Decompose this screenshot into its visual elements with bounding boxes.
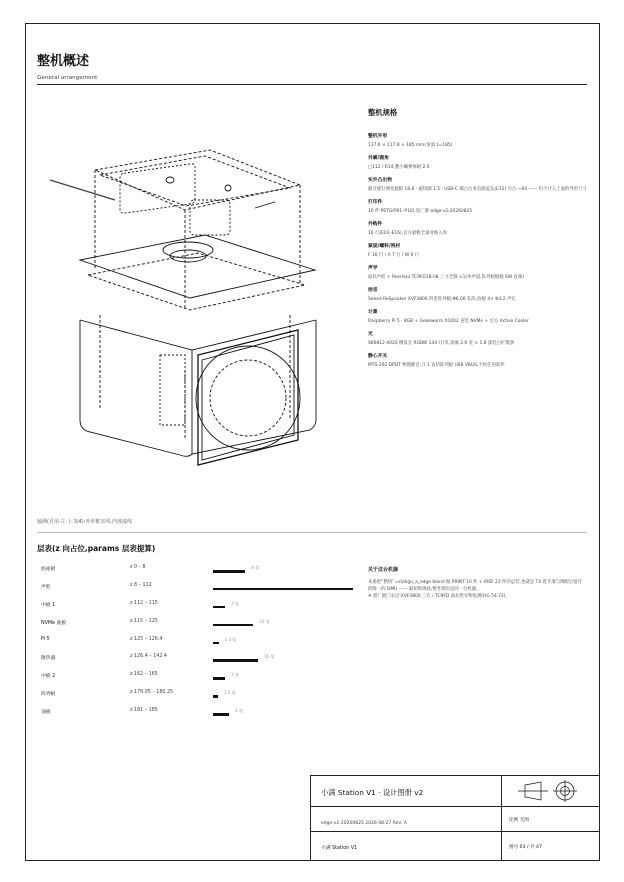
projection-symbol-icon [503,777,599,805]
spec-label: 打印件 [368,200,383,205]
spec-label: 计算 [368,310,378,315]
spec-panel [368,108,588,374]
spec-item [368,176,588,193]
layer-row [37,616,357,634]
spec-value: 16 行(E01–E16),官方最粗全量对账入库 [368,231,448,236]
layer-thickness: 3 毫 [231,672,239,678]
about-label: 关于这台机器 [368,567,399,573]
layer-bar [213,677,225,680]
page-subtitle: General arrangement [37,75,98,81]
spec-label: 整机外形 [368,134,388,139]
layer-name: 声腔 [41,584,51,590]
title-block-divider [311,806,600,807]
layer-bar [213,659,258,662]
spec-item [368,220,588,237]
layer-range: z 126.4 – 142.4 [130,654,167,660]
page-title: 整机概述 [37,54,90,69]
title-block [310,775,600,861]
layer-name: 中板 2 [41,674,56,680]
spec-label: 紧固/螺料/视材 [368,244,401,249]
layer-thickness: 8 毫 [251,565,260,570]
spec-item [368,286,588,303]
layer-row [37,651,357,669]
layer-range: z 162 – 165 [130,672,158,678]
spec-value: 静音旋钉弹丝旋板 16.8 · 旋钮圈 1.5 · USB-C 插凸台本电源盖头(E12) 另凸 ~64 —— 均不计入上面的外形尺寸 [368,187,587,192]
layer-row [37,705,357,723]
layer-name: 阵列板 [41,692,56,698]
spec-value: 117.6 × 117.8 × 185 mm(顶面 z=185) [368,143,453,148]
spec-value: SK6812-4020 侧发光 RGBW 144 灯/米,顶缘 2.6 宽 × 1.8 深乳白扩散条 [368,341,515,346]
title-divider [37,84,587,85]
spec-item [368,154,588,171]
layer-row [37,634,357,652]
layer-name: 中板 1 [41,602,56,608]
about-section [368,566,586,600]
spec-value: 10 件 PETG(P01–P10),迭厂册 edge-v2-20260825 [368,209,473,214]
layer-thickness: 4 毫 [235,708,243,714]
isometric-drawing [40,140,340,510]
spec-label: 外购件 [368,222,383,227]
layer-thickness: 10 毫 [259,618,270,624]
layer-range: z 8 – 112 [130,582,152,588]
spec-label: 静心开关 [368,354,388,359]
about-note: ※ 派厂展门永过:XVF3800 三孔 / TC9FD 面孔给实物复测(HG 54.72)。 [368,594,510,599]
project-title: 小满 Station V1 · 设计图册 v2 [321,788,424,797]
spec-label: 外廓/圆角 [368,156,389,161]
layer-row [37,562,357,580]
layer-name: NVMe 底板 [41,620,67,626]
layer-table [37,562,357,723]
spec-value: F 16 行 / A 7 行 / W 6 行 [368,253,420,258]
title-block-divider [311,831,600,832]
title-block-divider [501,776,502,861]
spec-label: 实外凸出物 [368,178,392,183]
layer-row [37,598,357,616]
layer-range: z 181 – 185 [130,708,158,714]
layer-thickness: 1.2 毫 [224,690,236,696]
layer-thickness: 3 毫 [231,600,239,606]
section-divider [37,532,587,533]
spec-value: 面状声腔 + Peerless TC9FD18-08 三寸全频 ×1(单声道,阵列板板载 SW 直推) [368,275,525,280]
spec-value: Seeed ReSpeaker XVF3800 四麦阵列板,Φ6.00 孔阵,放板 4× Φ3.2 声孔 [368,297,516,302]
layer-thickness: 16 毫 [264,654,275,660]
spec-item [368,352,588,369]
layer-name: 顶板 [41,710,51,716]
layer-range: z 0 – 8 [130,565,146,570]
spec-item [368,198,588,215]
about-text: 本册把“整机”=stalign_a_edge blend 做 PRINT 10 件 + IREF 21 件的总装,也就是 T4 着手准与调配后留存的唯一的 DMU —— 最初和现场,整务着的是同一台机器。 [368,580,582,592]
layer-bar [213,606,225,609]
layer-bar [213,642,219,645]
layer-bar [213,588,353,591]
spec-item [368,264,588,281]
layer-row [37,580,357,598]
layer-thickness: 1.4 毫 [224,636,237,642]
layer-bar [213,570,245,573]
layer-name: 散热器 [41,656,56,662]
layer-bar [213,713,229,716]
layer-table-title: 层表(z 向占位,params 层表提算) [37,544,156,553]
spec-heading: 整机规格 [368,108,398,117]
drawing-caption: 轴测(自用·左·上 3/4):外形框实线,内部虚线 [37,519,132,525]
product-name: 小满 Station V1 [321,846,358,851]
layer-bar [213,695,218,698]
spec-label: 声学 [368,266,378,271]
spec-item [368,242,588,259]
spec-item [368,132,588,149]
layer-name: 底座板 [41,567,56,572]
layer-row [37,687,357,705]
sheet-number: 图号 03 / 共 47 [509,845,542,850]
layer-bar [213,624,253,627]
spec-label: 光 [368,332,373,337]
spec-label: 拾音 [368,288,378,293]
spec-value: Raspberry Pi 5 · 8GB + Geekworm X1002 直装 NVMe + 官方 Active Cooler [368,319,529,324]
layer-range: z 115 – 125 [130,618,158,624]
edition-line: edge-v2-20260825 2026-08-27 Rev. A [321,821,407,826]
scale-label: 比例 无图 [509,818,529,823]
spec-item [368,330,588,347]
layer-name: Pi 5 [41,636,50,642]
layer-range: z 179.05 – 180.25 [130,690,174,696]
spec-value: □112 / R14,叠小螺弹体板 2.5 [368,165,430,170]
spec-item [368,308,588,325]
layer-range: z 112 – 115 [130,600,158,606]
layer-row [37,669,357,687]
layer-range: z 125 – 126.4 [130,636,163,642]
spec-value: MTS-202 DPDT 物理静音:刀 1 直切阵列板 USB VBUS,不经任何软件 [368,363,505,368]
